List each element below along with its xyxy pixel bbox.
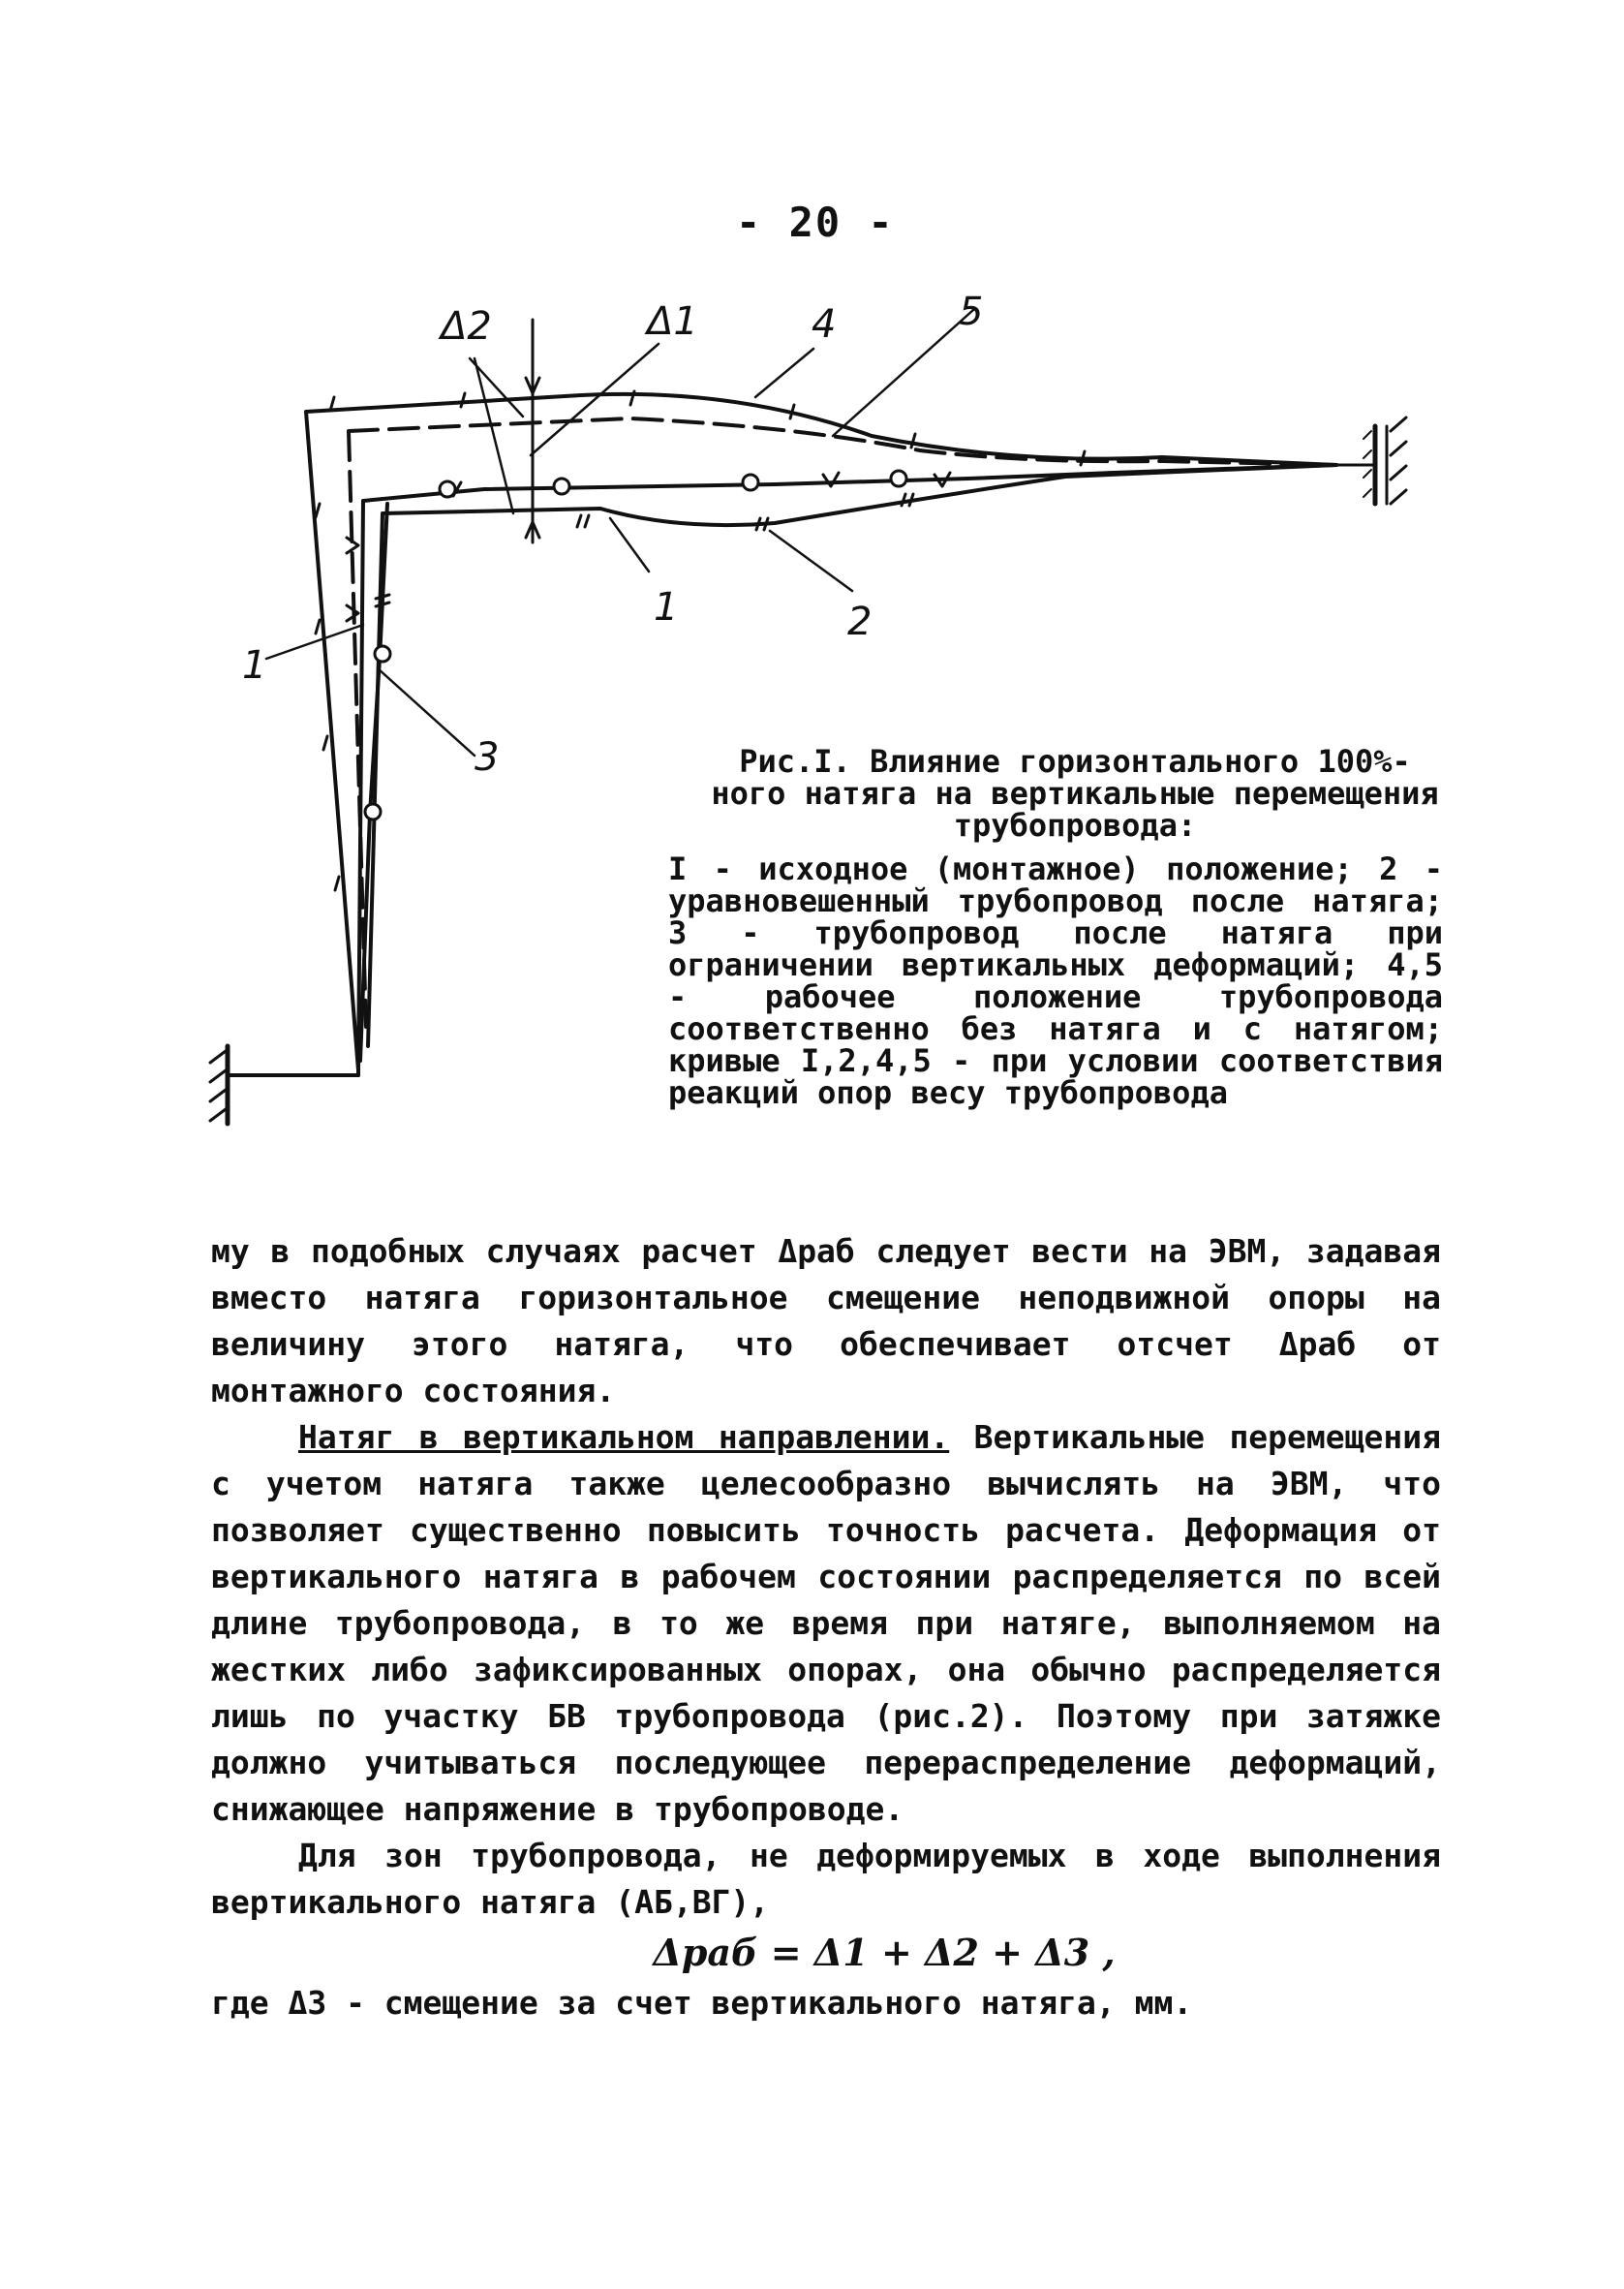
caption-title: Рис.I. Влияние горизонтального 100%-ного натяга на вертикальные перемещения трубопровода: xyxy=(711,743,1439,844)
body-text xyxy=(211,1228,1441,2026)
right-fixed-support xyxy=(1336,418,1406,504)
page-number: - 20 - xyxy=(736,199,895,246)
left-fixed-support xyxy=(210,1046,358,1124)
label-curve-5: 5 xyxy=(959,290,984,334)
paragraph-2 xyxy=(211,1414,1441,1833)
label-curve-1-left: 1 xyxy=(242,643,267,688)
label-curve-1-mid: 1 xyxy=(654,585,679,630)
label-delta1: Δ1 xyxy=(647,299,698,344)
paragraph-1: му в подобных случаях расчет Δраб следует вести на ЭВМ, задавая вместо натяга горизонтальное смещение неподвижной опоры на величину этого натяга, что обеспечивает отсчет Δраб от монтажного состояния. xyxy=(211,1232,1441,1409)
caption-legend: I - исходное (монтажное) положение; 2 - уравновешенный трубопровод после натяга; 3 - трубопровод после натяга при ограничении вертикальных деформаций; 4,5 - рабочее положение трубопровода соответственно без натяга и с натягом; кривые I,2,4,5 - при условии соответствия реакций опор весу трубопровода xyxy=(668,851,1443,1111)
paragraph-3: Для зон трубопровода, не деформируемых в ходе выполнения вертикального натяга (АБ,ВГ), xyxy=(211,1837,1441,1921)
formula: Δраб = Δ1 + Δ2 + Δ3 , xyxy=(653,1931,1116,1974)
paragraph-4: где Δ3 - смещение за счет вертикального натяга, мм. xyxy=(211,1984,1193,2022)
label-delta2: Δ2 xyxy=(441,304,492,349)
label-curve-3: 3 xyxy=(475,735,500,780)
figure-caption xyxy=(668,743,1443,1111)
paragraph-2-body: Вертикальные перемещения с учетом натяга также целесообразно вычислять на ЭВМ, что позволяет существенно повысить точность расчета. Деформация от вертикального натяга в рабочем состоянии распределяется по всей длине трубопровода, в то же время при натяге, выполняемом на жестких либо зафиксированных опорах, она обычно распределяется лишь по участку БВ трубопровода (рис.2). Поэтому при затяжке должно учитываться последующее перераспределение деформаций, снижающее напряжение в трубопроводе. xyxy=(211,1418,1441,1828)
label-curve-2: 2 xyxy=(847,600,873,644)
paragraph-2-heading: Натяг в вертикальном направлении. xyxy=(298,1418,950,1456)
label-curve-4: 4 xyxy=(812,302,837,347)
